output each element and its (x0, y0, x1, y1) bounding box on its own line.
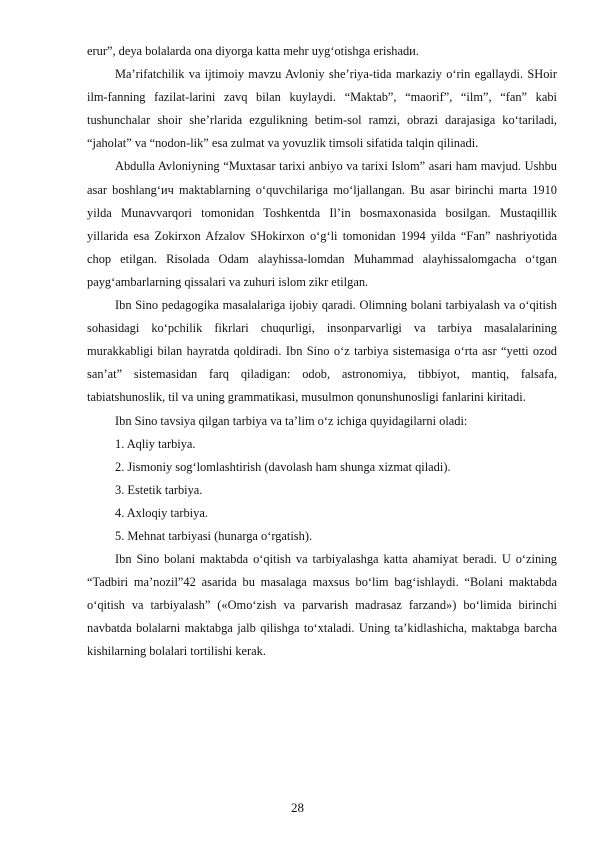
page-number: 28 (291, 800, 304, 815)
paragraph-list-intro: Ibn Sino tavsiya qilgan tarbiya va ta’lim o‘z ichiga quyidagilarni oladi: (115, 413, 468, 428)
paragraph-avloniy-poetry: Ma’rifatchilik va ijtimoiy mavzu Avloniy she’riya-tida markaziy o‘rin egallaydi. SHoir ilm-fanning fazilat-larini zavq bilan kuylaydi. “Maktab”, “maorif”, “ilm”, “fan” kabi tushunchalar shoir she’rlarida ezgulikning betim-sol ramzi, obrazi darajasiga ko‘tariladi, “jaholat” va “nodon-lik” esa zulmat va yovuzlik timsoli sifatida talqin qilinadi. (87, 67, 557, 151)
paragraph-continuation: erur”, deya bolalarda ona diyorga katta mehr uyg‘otishga erishadи. (87, 44, 419, 58)
paragraph-school-education: Ibn Sino bolani maktabda o‘qitish va tarbiyalashga katta ahamiyat beradi. U o‘zining “Tadbiri ma’nozil”42 asarida bu masalaga maxsus bo‘lim bag‘ishlaydi. “Bolani maktabda o‘qitish va tarbiyalash” («Omo‘zish va parvarish madrasaz farzand») bo‘limida birinchi navbatda bolalarni maktabga jalb qilishga to‘xtaladi. Uning ta’kidlashicha, maktabga barcha kishilarning bolalari tortilishi kerak. (87, 552, 557, 659)
list-item: 2. Jismoniy sog‘lomlashtirish (davolash ham shunga xizmat qiladi). (115, 459, 451, 474)
list-item: 3. Estetik tarbiya. (115, 482, 203, 497)
page-body (87, 40, 557, 664)
list-item: 5. Mehnat tarbiyasi (hunarga o‘rgatish). (115, 528, 313, 543)
paragraph-ibn-sino-pedagogy: Ibn Sino pedagogika masalalariga ijobiy qaradi. Olimning bolani tarbiyalash va o‘qitish sohasidagi ko‘pchilik fikrlari chuqurligi, insonparvarligi va tarbiya masalalarining murakkabligi bilan hayratda qoldiradi. Ibn Sino o‘z tarbiya sistemasiga o‘rta asr “yetti ozod san’at” sistemasidan farq qiladigan: odob, astronomiya, tibbiyot, mantiq, falsafa, tabiatshunoslik, til va uning grammatikasi, musulmon qonunshunosligi fanlarini kiritadi. (87, 298, 557, 405)
list-item: 4. Axloqiy tarbiya. (115, 505, 208, 520)
list-item: 1. Aqliy tarbiya. (115, 436, 196, 451)
paragraph-avloniy-history: Abdulla Avloniyning “Muxtasar tarixi anbiyo va tarixi Islom” asari ham mavjud. Ushbu asar boshlang‘ич maktablarning o‘quvchilariga mo‘ljallangan. Bu asar birinchi marta 1910 yilda Munavvarqori tomonidan Toshkentda Il’in bosmaxonasida bosilgan. Mustaqillik yillarida esa Zokirxon Afzalov SHokirxon o‘g‘li tomonidan 1994 yilda “Fan” nashriyotida chop etilgan. Risolada Odam alayhissa-lomdan Muhammad alayhissalomgacha o‘tgan payg‘ambarlarning qissalari va zuhuri islom zikr etilgan. (87, 159, 557, 289)
